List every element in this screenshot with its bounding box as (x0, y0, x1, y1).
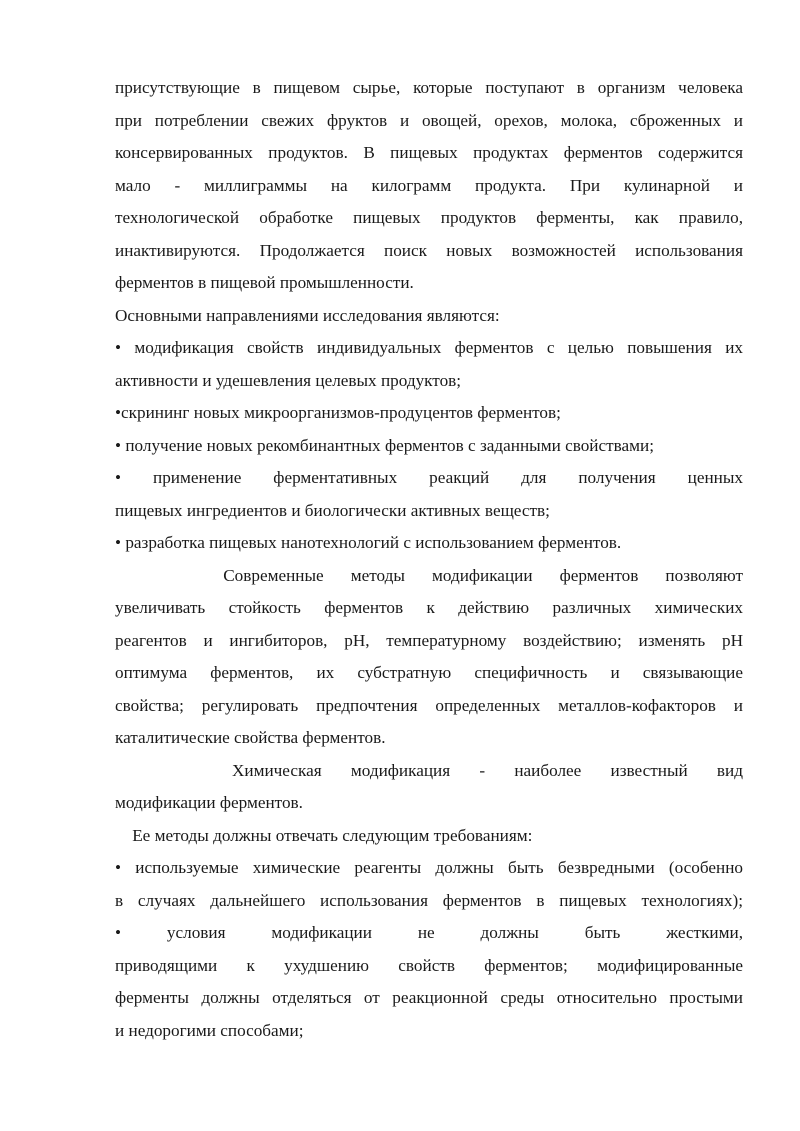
text-line: ферментов в пищевой промышленности. (115, 273, 414, 292)
text-line: инактивируются. Продолжается поиск новых возможностей использования (115, 240, 743, 260)
text-line: активности и удешевления целевых продуктов; (115, 370, 462, 390)
text-line: Основными направлениями исследования являются: (115, 305, 500, 325)
text-line: модификации ферментов. (115, 793, 303, 812)
body-text (115, 72, 743, 1047)
text-line: • модификация свойств индивидуальных ферментов с целью повышения их (115, 338, 743, 357)
text-line: Ее методы должны отвечать следующим требованиям: (115, 825, 533, 845)
text-line: приводящими к ухудшению свойств ферментов; модифицированные (115, 955, 743, 975)
text-line: реагентов и ингибиторов, pH, температурному воздействию; изменять pH (115, 630, 743, 650)
text-line: ферменты должны отделяться от реакционной среды относительно простыми (115, 988, 743, 1007)
text-line: • получение новых рекомбинантных ферментов с заданными свойствами; (115, 435, 654, 455)
text-line: при потреблении свежих фруктов и овощей, орехов, молока, сброженных и (115, 110, 743, 130)
text-line: консервированных продуктов. В пищевых продуктах ферментов содержится (115, 143, 743, 162)
text-line: увеличивать стойкость ферментов к действию различных химических (115, 598, 743, 617)
text-line: технологической обработке пищевых продуктов ферменты, как правило, (115, 208, 743, 227)
text-line: • условия модификации не должны быть жесткими, (115, 923, 743, 942)
text-line: Химическая модификация - наиболее известный вид (115, 760, 743, 780)
text-line: и недорогими способами; (115, 1020, 304, 1040)
text-line: Современные методы модификации ферментов позволяют (115, 565, 743, 585)
text-line: • разработка пищевых нанотехнологий с использованием ферментов. (115, 533, 622, 552)
text-line: свойства; регулировать предпочтения определенных металлов-кофакторов и (115, 695, 743, 715)
text-line: •скрининг новых микроорганизмов-продуцентов ферментов; (115, 403, 561, 422)
text-line: оптимума ферментов, их субстратную специфичность и связывающие (115, 663, 743, 682)
text-line: мало - миллиграммы на килограмм продукта. При кулинарной и (115, 175, 743, 195)
text-line: каталитические свойства ферментов. (115, 728, 386, 747)
text-line: • используемые химические реагенты должны быть безвредными (особенно (115, 858, 743, 877)
text-line: в случаях дальнейшего использования ферментов в пищевых технологиях); (115, 890, 743, 910)
text-line: присутствующие в пищевом сырье, которые поступают в организм человека (115, 78, 743, 97)
text-line: • применение ферментативных реакций для получения ценных (115, 468, 743, 487)
text-line: пищевых ингредиентов и биологически активных веществ; (115, 500, 550, 520)
